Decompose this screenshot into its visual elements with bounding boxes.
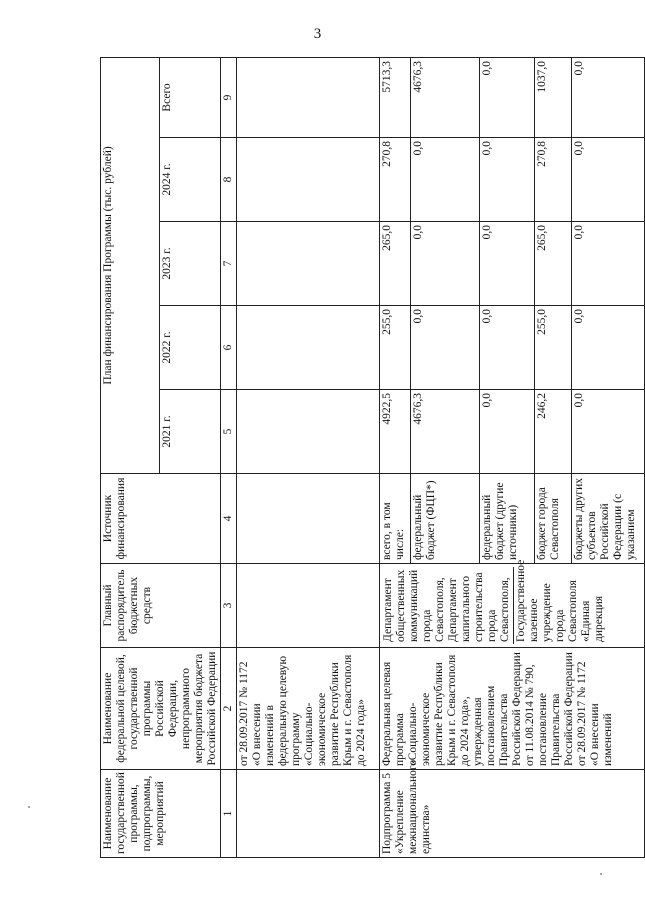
value-2021: 4676,3 bbox=[410, 390, 479, 474]
cont-cell-distributor bbox=[237, 564, 380, 648]
subprogram-name: Подпрограмма 5 «Укрепление межнационального единства» bbox=[379, 770, 644, 858]
cont-cell-name bbox=[237, 770, 380, 858]
column-number: 4 bbox=[221, 474, 237, 564]
value-2024: 270,8 bbox=[379, 138, 410, 222]
value-2021: 246,2 bbox=[535, 390, 572, 474]
column-number: 5 bbox=[221, 390, 237, 474]
value-2021: 0,0 bbox=[571, 390, 644, 474]
value-total: 4676,3 bbox=[410, 57, 479, 137]
value-2024: 0,0 bbox=[410, 138, 479, 222]
scan-speck bbox=[600, 873, 602, 875]
column-number: 6 bbox=[221, 306, 237, 390]
value-total: 5713,3 bbox=[379, 57, 410, 137]
subprogram-distributor bbox=[379, 559, 644, 648]
value-2022: 255,0 bbox=[535, 306, 572, 390]
value-2023: 0,0 bbox=[571, 222, 644, 306]
value-2022: 0,0 bbox=[571, 306, 644, 390]
value-2022: 0,0 bbox=[479, 306, 535, 390]
header-distributor: Главный распорядитель бюджетных средств bbox=[101, 564, 221, 648]
value-2024: 270,8 bbox=[535, 138, 572, 222]
source-cell: бюджет города Севастополя bbox=[535, 474, 572, 564]
value-2023: 0,0 bbox=[479, 222, 535, 306]
column-number: 9 bbox=[221, 57, 237, 137]
source-cell: бюджеты других субъектов Российской Федерации (с указанием bbox=[571, 474, 644, 564]
value-total: 0,0 bbox=[571, 57, 644, 137]
header-year-2022: 2022 г. bbox=[159, 306, 220, 390]
scan-speck bbox=[28, 806, 30, 808]
header-year-2021: 2021 г. bbox=[159, 390, 220, 474]
header-total: Всего bbox=[159, 57, 220, 137]
value-2023: 265,0 bbox=[535, 222, 572, 306]
value-total: 1037,0 bbox=[535, 57, 572, 137]
value-2024: 0,0 bbox=[571, 138, 644, 222]
distributor-text: Департамент общественных коммуникаций города Севастополя, Департамент капитального строительства города Севастополя, bbox=[381, 567, 514, 644]
header-year-2023: 2023 г. bbox=[159, 222, 220, 306]
distributor-text: Государственное казенное учреждение города Севастополя «Единая дирекция bbox=[514, 559, 605, 642]
value-2022: 255,0 bbox=[379, 306, 410, 390]
page-number: 3 bbox=[313, 26, 322, 42]
value-2024: 0,0 bbox=[479, 138, 535, 222]
financing-table bbox=[100, 57, 645, 858]
table-row bbox=[237, 57, 380, 857]
value-total: 0,0 bbox=[479, 57, 535, 137]
cont-cell-total bbox=[237, 57, 380, 137]
header-year-2024: 2024 г. bbox=[159, 138, 220, 222]
source-cell: федеральный бюджет (ФЦП*) bbox=[410, 474, 479, 564]
cont-cell-2023 bbox=[237, 222, 380, 306]
header-program-name: Наименование государственной программы, подпрограммы, мероприятий bbox=[101, 770, 221, 858]
column-number: 1 bbox=[221, 770, 237, 858]
value-2023: 265,0 bbox=[379, 222, 410, 306]
cont-cell-2021 bbox=[237, 390, 380, 474]
cont-cell-2024 bbox=[237, 138, 380, 222]
source-cell: федеральный бюджет (другие источники) bbox=[479, 474, 535, 564]
financing-table-container bbox=[100, 58, 637, 858]
cont-cell-2022 bbox=[237, 306, 380, 390]
column-number: 8 bbox=[221, 138, 237, 222]
header-federal-program: Наименование федеральной целевой, государственной программы Российской Федерации, непрограммного мероприятия бюджета Российской Федерации bbox=[101, 648, 221, 770]
header-plan: План финансирования Программы (тыс. рублей) bbox=[101, 57, 160, 473]
column-number: 2 bbox=[221, 648, 237, 770]
value-2023: 0,0 bbox=[410, 222, 479, 306]
cont-cell-program: от 28.09.2017 № 1172 «О внесении изменений в федеральную целевую программу «Социально-экономическое развитие Республики Крым и г. Севастополя до 2024 года» bbox=[237, 648, 380, 770]
value-2022: 0,0 bbox=[410, 306, 479, 390]
header-source: Источник финансирования bbox=[101, 474, 221, 564]
column-number: 3 bbox=[221, 564, 237, 648]
value-2021: 0,0 bbox=[479, 390, 535, 474]
value-2021: 4922,5 bbox=[379, 390, 410, 474]
cont-cell-source bbox=[237, 474, 380, 564]
subprogram-federal-program: Федеральная целевая программа «Социально-экономическое развитие Республики Крым и г. Севастополя до 2024 года», утвержденная постановлением Правительства Российской Федерации от 11.08.2014 № 790, постановление Правительства Российской Федерации от 28.09.2017 № 1172 «О внесении изменений bbox=[379, 648, 644, 770]
column-number: 7 bbox=[221, 222, 237, 306]
table-row bbox=[379, 57, 410, 857]
source-cell: всего, в том числе: bbox=[379, 474, 410, 564]
